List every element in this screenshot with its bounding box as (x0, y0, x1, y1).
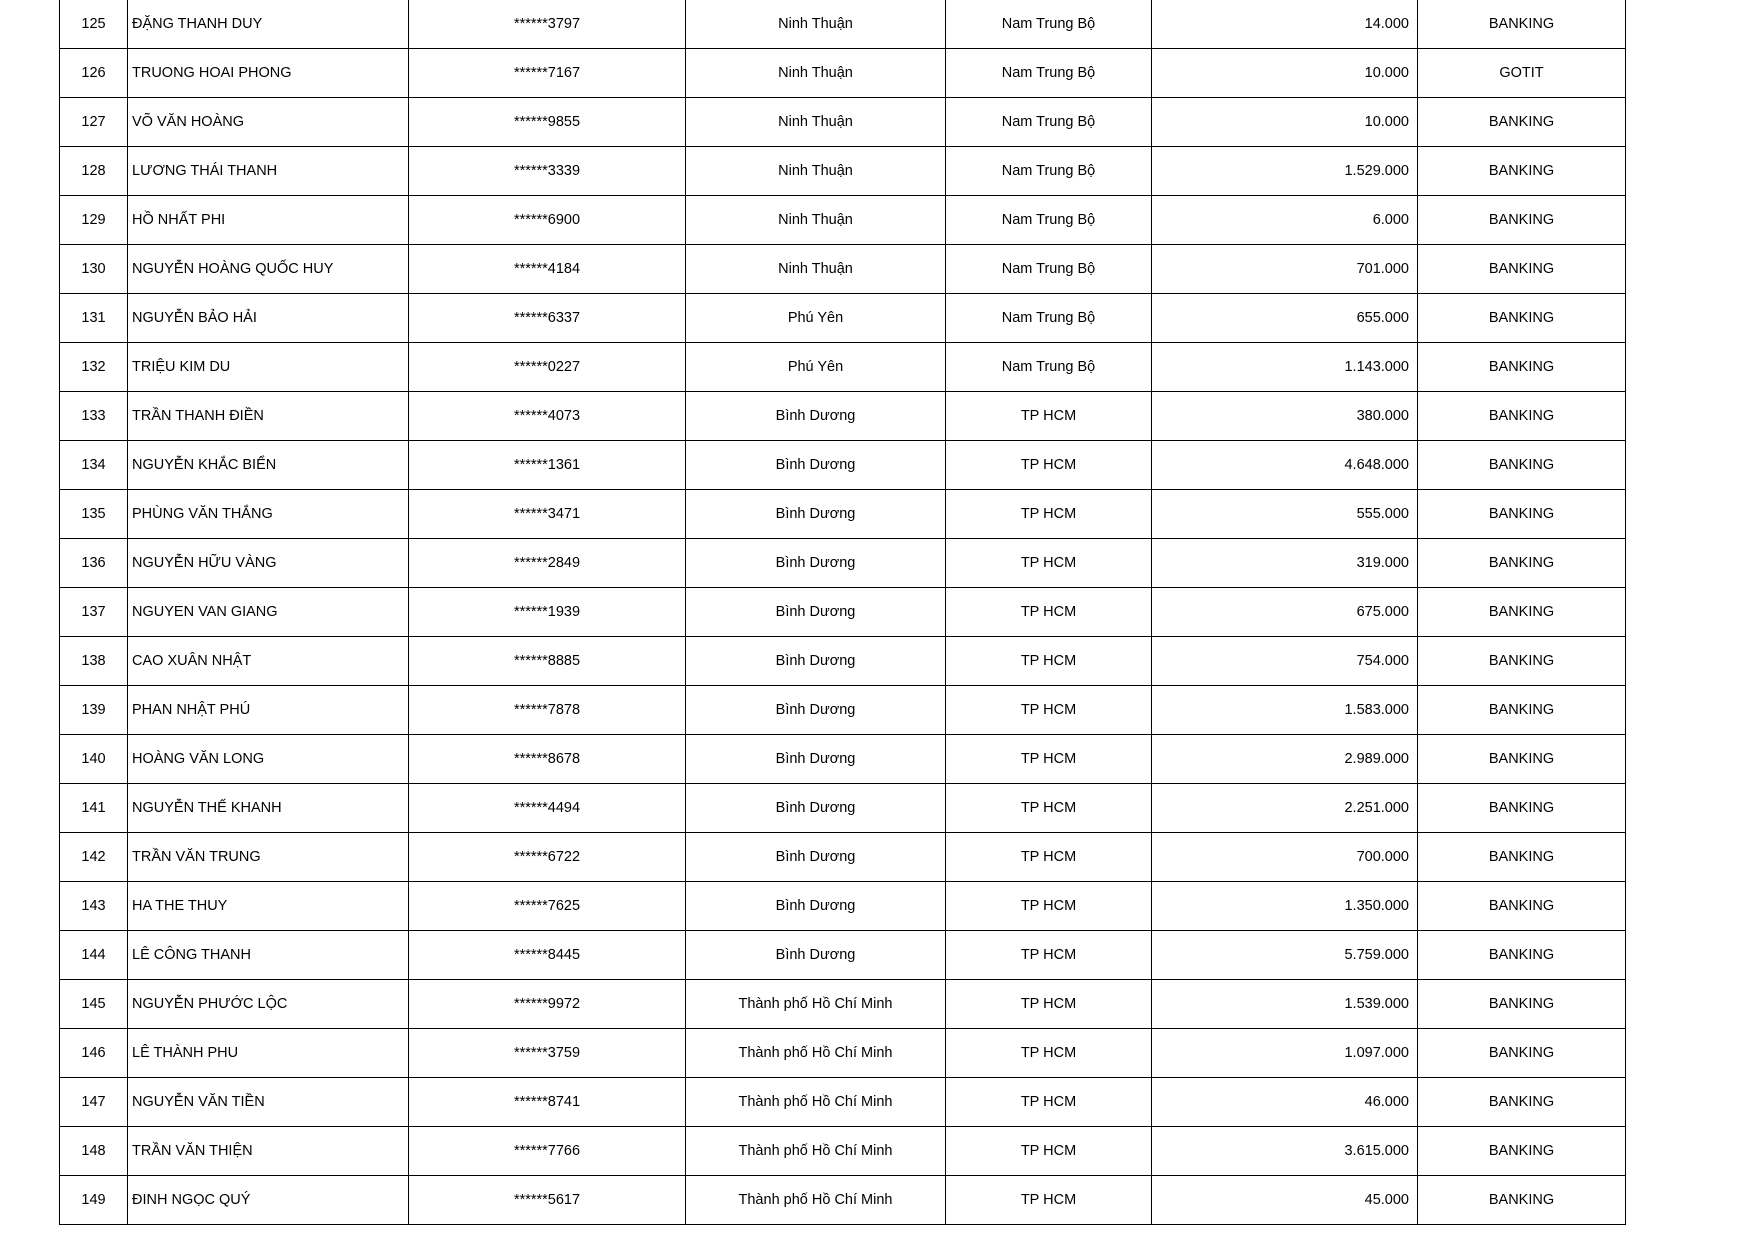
region-cell: Nam Trung Bộ (946, 147, 1152, 196)
table-row (60, 49, 1626, 98)
masked-phone-cell: ******6900 (409, 196, 686, 245)
province-cell: Bình Dương (686, 539, 946, 588)
masked-phone-cell: ******8741 (409, 1078, 686, 1127)
payment-method-cell: BANKING (1418, 931, 1626, 980)
amount-cell: 555.000 (1152, 490, 1418, 539)
winner-name-cell: TRẦN VĂN TRUNG (128, 833, 409, 882)
masked-phone-cell: ******8678 (409, 735, 686, 784)
amount-cell: 46.000 (1152, 1078, 1418, 1127)
table-row (60, 882, 1626, 931)
payment-method-cell: BANKING (1418, 294, 1626, 343)
winner-name-cell: NGUYỄN THẾ KHANH (128, 784, 409, 833)
masked-phone-cell: ******4494 (409, 784, 686, 833)
masked-phone-cell: ******8885 (409, 637, 686, 686)
payment-method-cell: BANKING (1418, 490, 1626, 539)
row-number-cell: 135 (60, 490, 128, 539)
winner-name-cell: NGUYỄN PHƯỚC LỘC (128, 980, 409, 1029)
table-row (60, 784, 1626, 833)
winner-name-cell: NGUYEN VAN GIANG (128, 588, 409, 637)
table-row (60, 441, 1626, 490)
winner-name-cell: TRẦN THANH ĐIỀN (128, 392, 409, 441)
amount-cell: 1.143.000 (1152, 343, 1418, 392)
region-cell: TP HCM (946, 931, 1152, 980)
payment-method-cell: BANKING (1418, 980, 1626, 1029)
province-cell: Thành phố Hồ Chí Minh (686, 1176, 946, 1225)
amount-cell: 754.000 (1152, 637, 1418, 686)
province-cell: Bình Dương (686, 882, 946, 931)
province-cell: Thành phố Hồ Chí Minh (686, 980, 946, 1029)
province-cell: Phú Yên (686, 343, 946, 392)
amount-cell: 1.583.000 (1152, 686, 1418, 735)
winner-name-cell: HỒ NHẤT PHI (128, 196, 409, 245)
masked-phone-cell: ******3797 (409, 0, 686, 49)
winner-name-cell: ĐINH NGỌC QUÝ (128, 1176, 409, 1225)
region-cell: Nam Trung Bộ (946, 196, 1152, 245)
region-cell: TP HCM (946, 833, 1152, 882)
row-number-cell: 137 (60, 588, 128, 637)
winner-name-cell: NGUYỄN HỮU VÀNG (128, 539, 409, 588)
region-cell: Nam Trung Bộ (946, 245, 1152, 294)
region-cell: TP HCM (946, 392, 1152, 441)
table-row (60, 931, 1626, 980)
region-cell: TP HCM (946, 441, 1152, 490)
payment-method-cell: BANKING (1418, 588, 1626, 637)
region-cell: TP HCM (946, 882, 1152, 931)
amount-cell: 6.000 (1152, 196, 1418, 245)
masked-phone-cell: ******8445 (409, 931, 686, 980)
masked-phone-cell: ******3759 (409, 1029, 686, 1078)
region-cell: TP HCM (946, 539, 1152, 588)
amount-cell: 701.000 (1152, 245, 1418, 294)
row-number-cell: 131 (60, 294, 128, 343)
masked-phone-cell: ******7878 (409, 686, 686, 735)
payment-method-cell: BANKING (1418, 343, 1626, 392)
winner-name-cell: LÊ CÔNG THANH (128, 931, 409, 980)
winners-table-body (60, 0, 1626, 1225)
payment-method-cell: BANKING (1418, 196, 1626, 245)
table-row (60, 392, 1626, 441)
row-number-cell: 128 (60, 147, 128, 196)
row-number-cell: 134 (60, 441, 128, 490)
amount-cell: 655.000 (1152, 294, 1418, 343)
amount-cell: 10.000 (1152, 49, 1418, 98)
province-cell: Thành phố Hồ Chí Minh (686, 1029, 946, 1078)
amount-cell: 45.000 (1152, 1176, 1418, 1225)
amount-cell: 1.097.000 (1152, 1029, 1418, 1078)
amount-cell: 2.989.000 (1152, 735, 1418, 784)
region-cell: Nam Trung Bộ (946, 49, 1152, 98)
row-number-cell: 142 (60, 833, 128, 882)
table-row (60, 1127, 1626, 1176)
amount-cell: 4.648.000 (1152, 441, 1418, 490)
amount-cell: 5.759.000 (1152, 931, 1418, 980)
region-cell: Nam Trung Bộ (946, 0, 1152, 49)
masked-phone-cell: ******5617 (409, 1176, 686, 1225)
province-cell: Bình Dương (686, 833, 946, 882)
table-row (60, 0, 1626, 49)
masked-phone-cell: ******4073 (409, 392, 686, 441)
masked-phone-cell: ******7625 (409, 882, 686, 931)
region-cell: TP HCM (946, 1176, 1152, 1225)
payment-method-cell: BANKING (1418, 1029, 1626, 1078)
province-cell: Bình Dương (686, 637, 946, 686)
payment-method-cell: BANKING (1418, 1078, 1626, 1127)
masked-phone-cell: ******6337 (409, 294, 686, 343)
region-cell: Nam Trung Bộ (946, 343, 1152, 392)
table-row (60, 980, 1626, 1029)
payment-method-cell: BANKING (1418, 735, 1626, 784)
masked-phone-cell: ******1939 (409, 588, 686, 637)
province-cell: Bình Dương (686, 931, 946, 980)
region-cell: TP HCM (946, 735, 1152, 784)
winner-name-cell: TRIỆU KIM DU (128, 343, 409, 392)
amount-cell: 3.615.000 (1152, 1127, 1418, 1176)
winners-table (59, 0, 1626, 1225)
region-cell: TP HCM (946, 637, 1152, 686)
row-number-cell: 147 (60, 1078, 128, 1127)
payment-method-cell: BANKING (1418, 1127, 1626, 1176)
amount-cell: 700.000 (1152, 833, 1418, 882)
table-row (60, 1078, 1626, 1127)
province-cell: Bình Dương (686, 441, 946, 490)
winner-name-cell: PHAN NHẬT PHÚ (128, 686, 409, 735)
row-number-cell: 138 (60, 637, 128, 686)
masked-phone-cell: ******7167 (409, 49, 686, 98)
province-cell: Bình Dương (686, 490, 946, 539)
row-number-cell: 144 (60, 931, 128, 980)
amount-cell: 1.539.000 (1152, 980, 1418, 1029)
payment-method-cell: BANKING (1418, 392, 1626, 441)
masked-phone-cell: ******2849 (409, 539, 686, 588)
winner-name-cell: HA THE THUY (128, 882, 409, 931)
row-number-cell: 130 (60, 245, 128, 294)
province-cell: Ninh Thuận (686, 98, 946, 147)
masked-phone-cell: ******7766 (409, 1127, 686, 1176)
amount-cell: 319.000 (1152, 539, 1418, 588)
table-row (60, 833, 1626, 882)
masked-phone-cell: ******1361 (409, 441, 686, 490)
row-number-cell: 141 (60, 784, 128, 833)
winner-name-cell: NGUYỄN VĂN TIỀN (128, 1078, 409, 1127)
amount-cell: 10.000 (1152, 98, 1418, 147)
province-cell: Bình Dương (686, 588, 946, 637)
payment-method-cell: BANKING (1418, 882, 1626, 931)
masked-phone-cell: ******9972 (409, 980, 686, 1029)
region-cell: Nam Trung Bộ (946, 294, 1152, 343)
amount-cell: 675.000 (1152, 588, 1418, 637)
winner-name-cell: CAO XUÂN NHẬT (128, 637, 409, 686)
region-cell: TP HCM (946, 1127, 1152, 1176)
row-number-cell: 148 (60, 1127, 128, 1176)
payment-method-cell: GOTIT (1418, 49, 1626, 98)
row-number-cell: 136 (60, 539, 128, 588)
row-number-cell: 129 (60, 196, 128, 245)
row-number-cell: 140 (60, 735, 128, 784)
region-cell: TP HCM (946, 588, 1152, 637)
province-cell: Ninh Thuận (686, 49, 946, 98)
amount-cell: 1.350.000 (1152, 882, 1418, 931)
winner-name-cell: LÊ THÀNH PHU (128, 1029, 409, 1078)
province-cell: Ninh Thuận (686, 245, 946, 294)
table-row (60, 588, 1626, 637)
payment-method-cell: BANKING (1418, 539, 1626, 588)
table-row (60, 196, 1626, 245)
payment-method-cell: BANKING (1418, 98, 1626, 147)
masked-phone-cell: ******4184 (409, 245, 686, 294)
province-cell: Thành phố Hồ Chí Minh (686, 1078, 946, 1127)
amount-cell: 2.251.000 (1152, 784, 1418, 833)
row-number-cell: 133 (60, 392, 128, 441)
masked-phone-cell: ******3339 (409, 147, 686, 196)
row-number-cell: 126 (60, 49, 128, 98)
row-number-cell: 146 (60, 1029, 128, 1078)
province-cell: Bình Dương (686, 735, 946, 784)
amount-cell: 380.000 (1152, 392, 1418, 441)
masked-phone-cell: ******9855 (409, 98, 686, 147)
winner-name-cell: TRUONG HOAI PHONG (128, 49, 409, 98)
winner-name-cell: TRẦN VĂN THIỆN (128, 1127, 409, 1176)
table-row (60, 735, 1626, 784)
payment-method-cell: BANKING (1418, 686, 1626, 735)
region-cell: TP HCM (946, 1078, 1152, 1127)
province-cell: Thành phố Hồ Chí Minh (686, 1127, 946, 1176)
payment-method-cell: BANKING (1418, 784, 1626, 833)
region-cell: Nam Trung Bộ (946, 98, 1152, 147)
payment-method-cell: BANKING (1418, 637, 1626, 686)
payment-method-cell: BANKING (1418, 245, 1626, 294)
row-number-cell: 132 (60, 343, 128, 392)
payment-method-cell: BANKING (1418, 1176, 1626, 1225)
payment-method-cell: BANKING (1418, 147, 1626, 196)
table-row (60, 490, 1626, 539)
masked-phone-cell: ******6722 (409, 833, 686, 882)
row-number-cell: 127 (60, 98, 128, 147)
table-row (60, 294, 1626, 343)
payment-method-cell: BANKING (1418, 833, 1626, 882)
masked-phone-cell: ******0227 (409, 343, 686, 392)
row-number-cell: 143 (60, 882, 128, 931)
province-cell: Phú Yên (686, 294, 946, 343)
province-cell: Ninh Thuận (686, 0, 946, 49)
payment-method-cell: BANKING (1418, 441, 1626, 490)
winner-name-cell: PHÙNG VĂN THẮNG (128, 490, 409, 539)
winner-name-cell: ĐẶNG THANH DUY (128, 0, 409, 49)
table-row (60, 147, 1626, 196)
province-cell: Bình Dương (686, 784, 946, 833)
province-cell: Bình Dương (686, 392, 946, 441)
table-row (60, 1029, 1626, 1078)
amount-cell: 14.000 (1152, 0, 1418, 49)
table-row (60, 343, 1626, 392)
winner-name-cell: NGUYỄN HOÀNG QUỐC HUY (128, 245, 409, 294)
winner-name-cell: LƯƠNG THÁI THANH (128, 147, 409, 196)
table-row (60, 686, 1626, 735)
province-cell: Bình Dương (686, 686, 946, 735)
table-row (60, 245, 1626, 294)
region-cell: TP HCM (946, 1029, 1152, 1078)
province-cell: Ninh Thuận (686, 147, 946, 196)
winner-name-cell: NGUYỄN BẢO HẢI (128, 294, 409, 343)
table-row (60, 539, 1626, 588)
table-row (60, 98, 1626, 147)
region-cell: TP HCM (946, 784, 1152, 833)
row-number-cell: 139 (60, 686, 128, 735)
payment-method-cell: BANKING (1418, 0, 1626, 49)
winner-name-cell: NGUYỄN KHẮC BIỂN (128, 441, 409, 490)
winner-name-cell: VÕ VĂN HOÀNG (128, 98, 409, 147)
region-cell: TP HCM (946, 686, 1152, 735)
row-number-cell: 149 (60, 1176, 128, 1225)
table-row (60, 1176, 1626, 1225)
row-number-cell: 145 (60, 980, 128, 1029)
amount-cell: 1.529.000 (1152, 147, 1418, 196)
table-row (60, 637, 1626, 686)
region-cell: TP HCM (946, 490, 1152, 539)
province-cell: Ninh Thuận (686, 196, 946, 245)
row-number-cell: 125 (60, 0, 128, 49)
winner-name-cell: HOÀNG VĂN LONG (128, 735, 409, 784)
masked-phone-cell: ******3471 (409, 490, 686, 539)
region-cell: TP HCM (946, 980, 1152, 1029)
